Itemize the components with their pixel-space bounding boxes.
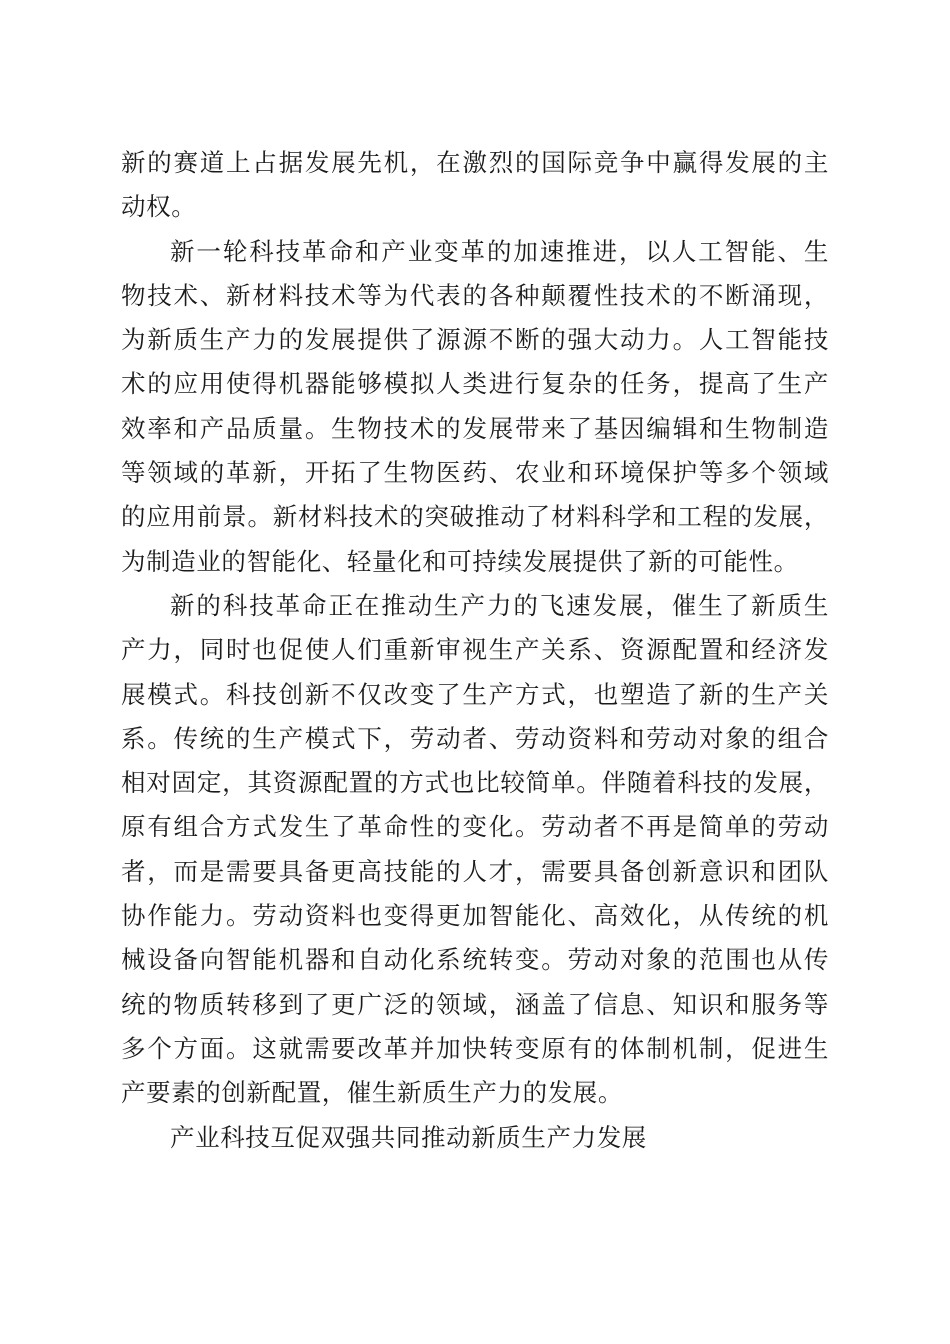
- document-page: [121, 141, 829, 1160]
- text-line: 的应用前景。新材料技术的突破推动了材料科学和工程的发展，: [121, 502, 829, 532]
- text-line: 为制造业的智能化、轻量化和可持续发展提供了新的可能性。: [121, 546, 799, 576]
- text-line: 多个方面。这就需要改革并加快转变原有的体制机制，促进生: [121, 1033, 829, 1063]
- text-line: 新一轮科技革命和产业变革的加速推进，以人工智能、生: [170, 236, 829, 266]
- text-line: 原有组合方式发生了革命性的变化。劳动者不再是简单的劳动: [121, 812, 829, 842]
- paragraph-2: [121, 230, 829, 584]
- text-line: 物技术、新材料技术等为代表的各种颠覆性技术的不断涌现，: [121, 280, 829, 310]
- text-line: 动权。: [121, 192, 197, 222]
- text-line: 术的应用使得机器能够模拟人类进行复杂的任务，提高了生产: [121, 369, 829, 399]
- text-line: 新的科技革命正在推动生产力的飞速发展，催生了新质生: [170, 590, 829, 620]
- text-line: 统的物质转移到了更广泛的领域，涵盖了信息、知识和服务等: [121, 989, 829, 1019]
- text-line: 展模式。科技创新不仅改变了生产方式，也塑造了新的生产关: [121, 679, 829, 709]
- section-heading: [121, 1116, 829, 1160]
- text-line: 产要素的创新配置，催生新质生产力的发展。: [121, 1078, 623, 1108]
- text-line: 产力，同时也促使人们重新审视生产关系、资源配置和经济发: [121, 635, 829, 665]
- text-line: 相对固定，其资源配置的方式也比较简单。伴随着科技的发展，: [121, 768, 829, 798]
- text-line: 者，而是需要具备更高技能的人才，需要具备创新意识和团队: [121, 856, 829, 886]
- text-line: 新的赛道上占据发展先机，在激烈的国际竞争中赢得发展的主: [121, 148, 829, 177]
- text-line: 系。传统的生产模式下，劳动者、劳动资料和劳动对象的组合: [121, 723, 829, 753]
- paragraph-1: [121, 141, 829, 230]
- text-line: 等领域的革新，开拓了生物医药、农业和环境保护等多个领域: [121, 458, 829, 488]
- text-line: 为新质生产力的发展提供了源源不断的强大动力。人工智能技: [121, 325, 829, 355]
- text-line: 械设备向智能机器和自动化系统转变。劳动对象的范围也从传: [121, 945, 829, 975]
- paragraph-3: [121, 584, 829, 1116]
- text-line: 协作能力。劳动资料也变得更加智能化、高效化，从传统的机: [121, 901, 829, 931]
- heading-text: 产业科技互促双强共同推动新质生产力发展: [170, 1122, 647, 1152]
- text-line: 效率和产品质量。生物技术的发展带来了基因编辑和生物制造: [121, 413, 829, 443]
